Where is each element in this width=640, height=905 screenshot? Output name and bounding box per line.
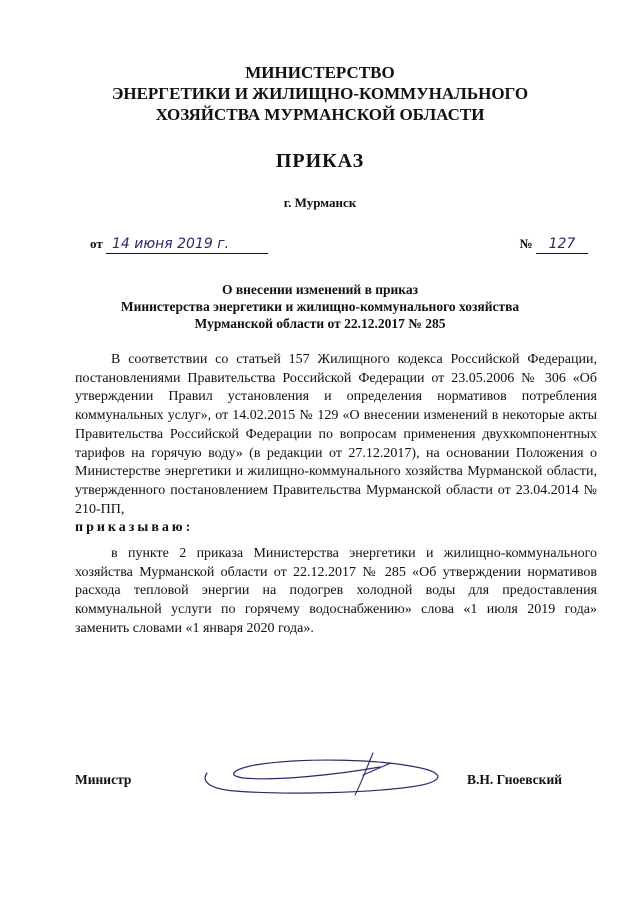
order-body (75, 351, 597, 639)
subject-line-3: Мурманской области от 22.12.2017 № 285 (194, 316, 446, 331)
signatory-position: Министр (75, 772, 132, 787)
date-prefix: от (90, 236, 103, 251)
handwritten-signature (195, 745, 455, 805)
handwritten-date: 14 июня 2019 г. (106, 236, 268, 254)
body-paragraph-2: в пункте 2 приказа Министерства энергетики и жилищно-коммунального хозяйства Мурманской области от 22.12.2017 № 285 «Об утверждении нормативов расхода тепловой энергии на подогрев холодной воды для предоставления коммунальной услуги по горячему водоснабжению» слова «1 июля 2019 года» заменить словами «1 января 2020 года». (75, 546, 597, 636)
orders-word (75, 519, 597, 538)
body-paragraph-1: В соответствии со статьей 157 Жилищного кодекса Российской Федерации, постановлениями Правительства Российской Федерации от 23.05.2006 № 306 «Об утверждении Правил установления и определения нормативов потребления коммунальных услуг», от 14.02.2015 № 129 «О внесении изменений в некоторые акты Правительства Российской Федерации по вопросам применения двухкомпонентных тарифов на горячую воду» (в редакции от 27.12.2017), на основании Положения о Министерстве энергетики и жилищно-коммунального хозяйства Мурманской области, утвержденного постановлением Правительства Мурманской области от 23.04.2014 № 210-ПП, (75, 352, 597, 517)
number-prefix: № (519, 236, 533, 251)
city-line: г. Мурманск (283, 195, 357, 210)
header-line-3: ХОЗЯЙСТВА МУРМАНСКОЙ ОБЛАСТИ (155, 105, 485, 124)
date-line (90, 236, 268, 254)
subject-line-1: О внесении изменений в приказ (221, 282, 419, 297)
orders-colon: : (185, 520, 194, 536)
order-subject (0, 281, 640, 332)
document-title: ПРИКАЗ (275, 150, 365, 172)
subject-line-2: Министерства энергетики и жилищно-коммунального хозяйства (120, 299, 520, 314)
handwritten-number: 127 (536, 236, 588, 254)
ministry-header (0, 62, 640, 125)
orders-text: приказываю (75, 520, 186, 536)
header-line-2: ЭНЕРГЕТИКИ И ЖИЛИЩНО-КОММУНАЛЬНОГО (111, 84, 529, 103)
header-line-1: МИНИСТЕРСТВО (245, 63, 395, 82)
number-line (520, 236, 588, 254)
signatory-name: В.Н. Гноевский (467, 772, 563, 787)
